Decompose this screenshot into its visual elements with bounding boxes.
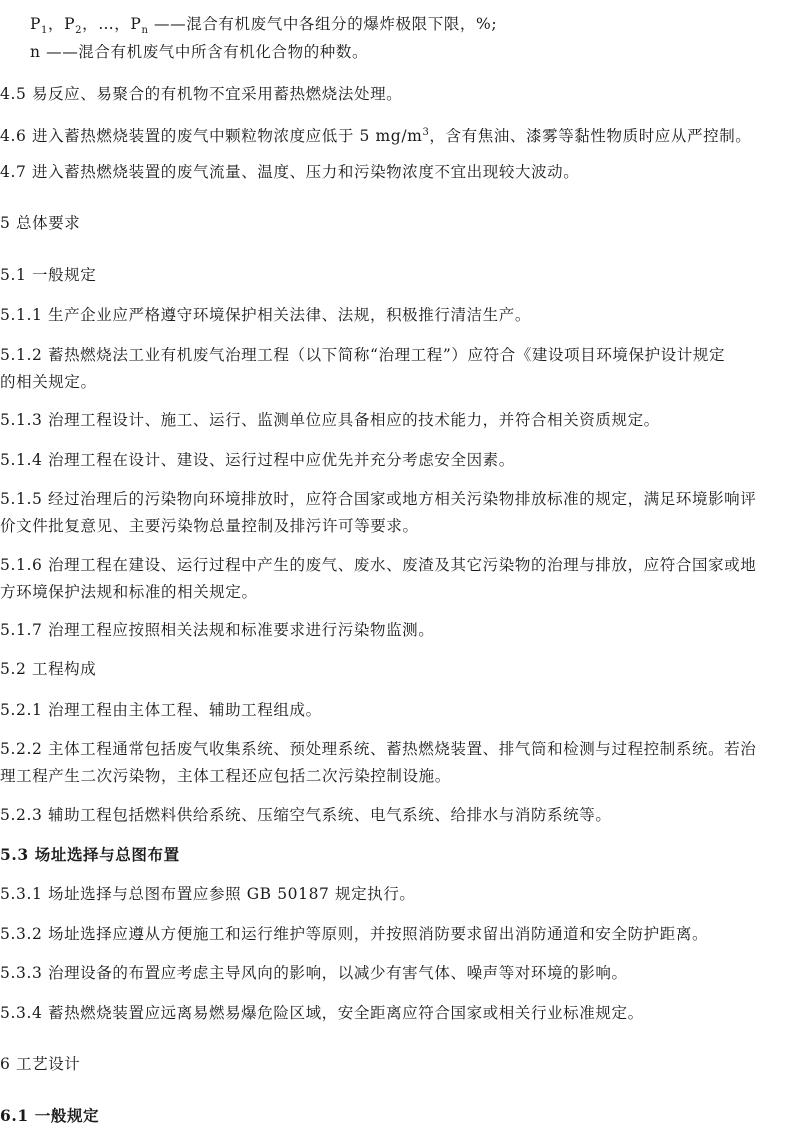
heading-5-2: 5.2 工程构成 [0, 660, 97, 678]
clause-5-2-2-line-1: 5.2.2 主体工程通常包括废气收集系统、预处理系统、蓄热燃烧装置、排气筒和检测与过程控制系统。若治 [0, 740, 757, 758]
clause-5-3-3: 5.3.3 治理设备的布置应考虑主导风向的影响，以减少有害气体、噪声等对环境的影响。 [0, 964, 628, 982]
clause-4-6 [0, 123, 751, 146]
heading-section-5: 5 总体要求 [0, 214, 81, 232]
clause-5-2-3: 5.2.3 辅助工程包括燃料供给系统、压缩空气系统、电气系统、给排水与消防系统等。 [0, 806, 612, 824]
clause-5-1-7: 5.1.7 治理工程应按照相关法规和标准要求进行污染物监测。 [0, 621, 435, 639]
heading-section-6: 6 工艺设计 [0, 1055, 81, 1073]
clause-5-1-5-line-2: 价文件批复意见、主要污染物总量控制及排污许可等要求。 [0, 517, 419, 535]
clause-5-3-2: 5.3.2 场址选择应遵从方便施工和运行维护等原则，并按照消防要求留出消防通道和安全防护距离。 [0, 925, 709, 943]
clause-4-5: 4.5 易反应、易聚合的有机物不宜采用蓄热燃烧法处理。 [0, 85, 403, 103]
clause-5-1-6-line-1: 5.1.6 治理工程在建设、运行过程中产生的废气、废水、废渣及其它污染物的治理与排放，应符合国家或地 [0, 556, 757, 574]
clause-4-6-text-a: 4.6 进入蓄热燃烧装置的废气中颗粒物浓度应低于 5 mg/m [0, 127, 423, 146]
legend-n-line: n ——混合有机废气中所含有机化合物的种数。 [30, 43, 369, 61]
clause-5-1-3: 5.1.3 治理工程设计、施工、运行、监测单位应具备相应的技术能力，并符合相关资质规定。 [0, 411, 660, 429]
heading-5-3: 5.3 场址选择与总图布置 [0, 845, 180, 864]
clause-5-1-1: 5.1.1 生产企业应严格遵守环境保护相关法律、法规，积极推行清洁生产。 [0, 306, 531, 324]
clause-5-3-1: 5.3.1 场址选择与总图布置应参照 GB 50187 规定执行。 [0, 885, 416, 903]
heading-5-1: 5.1 一般规定 [0, 266, 97, 284]
clause-5-1-4: 5.1.4 治理工程在设计、建设、运行过程中应优先并充分考虑安全因素。 [0, 451, 515, 469]
clause-4-6-superscript: 3 [422, 127, 430, 138]
legend-p-prefix: P [30, 15, 42, 33]
legend-p-sep1: ，P [48, 15, 76, 33]
clause-5-2-2-line-2: 理工程产生二次污染物，主体工程还应包括二次污染控制设施。 [0, 767, 451, 785]
legend-p-sep2: ，…，P [82, 15, 142, 33]
heading-6-1: 6.1 一般规定 [0, 1106, 100, 1125]
legend-p-sub1: 1 [41, 25, 48, 37]
legend-p-line [30, 14, 497, 41]
legend-p-desc: ——混合有机废气中各组分的爆炸极限下限，%; [148, 15, 498, 33]
clause-5-1-2-line-2: 的相关规定。 [0, 373, 97, 391]
clause-5-3-4: 5.3.4 蓄热燃烧装置应远离易燃易爆危险区域，安全距离应符合国家或相关行业标准规定。 [0, 1004, 644, 1022]
clause-5-1-6-line-2: 方环境保护法规和标准的相关规定。 [0, 583, 258, 601]
clause-4-6-text-b: ，含有焦油、漆雾等黏性物质时应从严控制。 [429, 127, 752, 146]
legend-p-subn: n [141, 25, 149, 37]
clause-5-2-1: 5.2.1 治理工程由主体工程、辅助工程组成。 [0, 701, 322, 719]
clause-5-1-2-line-1: 5.1.2 蓄热燃烧法工业有机废气治理工程（以下简称“治理工程”）应符合《建设项目环境保护设计规定 [0, 346, 726, 364]
clause-4-7: 4.7 进入蓄热燃烧装置的废气流量、温度、压力和污染物浓度不宜出现较大波动。 [0, 163, 580, 181]
clause-5-1-5-line-1: 5.1.5 经过治理后的污染物向环境排放时，应符合国家或地方相关污染物排放标准的规定，满足环境影响评 [0, 490, 757, 508]
legend-p-sub2: 2 [75, 25, 83, 37]
